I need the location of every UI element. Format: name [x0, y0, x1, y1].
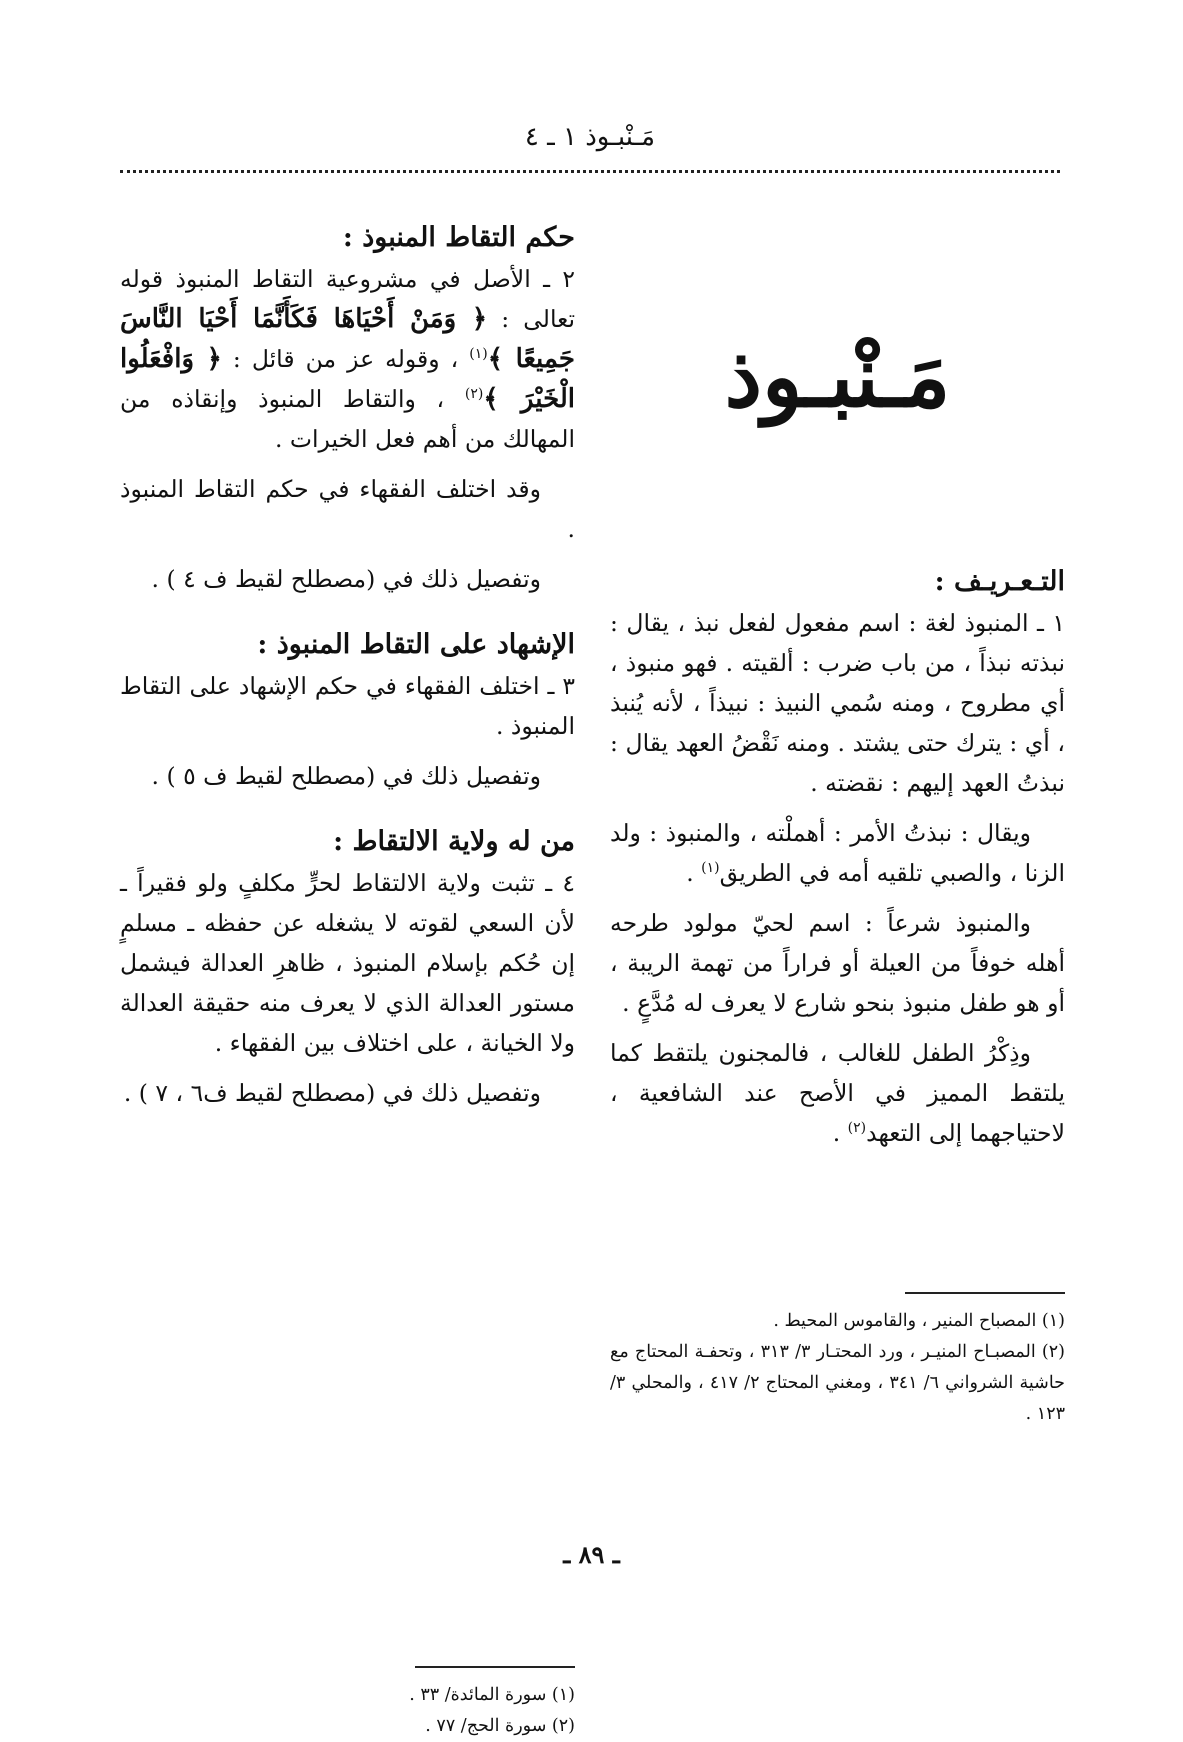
definition-paragraph-4-end: . — [832, 1119, 848, 1147]
definition-paragraph-2-text: ويقال : نبذتُ الأمر : أهملْته ، والمنبوذ : ولد الزنا ، والصبي تلقيه أمه في الطريق — [610, 819, 1065, 887]
definition-paragraph-2-end: . — [686, 859, 702, 887]
section-2-paragraph-1 — [120, 259, 575, 459]
section-4-paragraph-1: ٤ ـ تثبت ولاية الالتقاط لحرٍّ مكلفٍ ولو فقيراً ـ لأن السعي لقوته لا يشغله عن حفظه ـ مسلمٍ إن حُكم بإسلام المنبوذ ، ظاهرِ العدالة فيشمل مستور العدالة الذي لا يعرف منه حقيقة العدالة ولا الخيانة ، على اختلاف بين الفقهاء . — [120, 869, 575, 1057]
quran-verse-1: ﴿ وَمَنْ أَحْيَاهَا فَكَأَنَّمَا أَحْيَا النَّاسَ جَمِيعًا ﴾ — [120, 304, 575, 374]
footnote-ref-1: (١) — [469, 346, 488, 363]
entry-title: مَـنْبـوذ — [724, 327, 951, 426]
section-2-text-b: ، وقوله عز من قائل : — [221, 345, 470, 373]
section-2-text-c: ، والتقاط المنبوذ وإنقاذه من المهالك من أهم فعل الخيرات . — [120, 385, 575, 453]
page-number: ـ ٨٩ ـ — [563, 1540, 620, 1569]
section-2-paragraph-3: وتفصيل ذلك في (مصطلح لقيط ف ٤ ) . — [151, 565, 541, 593]
footnote: (٢) سورة الحج/ ٧٧ . — [425, 1716, 575, 1736]
definition-paragraph-2 — [610, 813, 1065, 893]
section-4-heading: من له ولاية الالتقاط : — [333, 826, 575, 857]
section-3-paragraph-2: وتفصيل ذلك في (مصطلح لقيط ف ٥ ) . — [151, 762, 541, 790]
footnote: (١) سورة المائدة/ ٣٣ . — [409, 1685, 575, 1705]
footnote: (٢) المصبـاح المنيـر ، ورد المحتـار ٣/ ٣١٣ ، وتحفـة المحتاج مع حاشية الشرواني ٦/ ٣٤١ ، ومغني المحتاج ٢/ ٤١٧ ، والمحلي ٣/ ١٢٣ . — [610, 1342, 1065, 1424]
footnote-ref-1: (١) — [701, 860, 720, 877]
right-footnotes — [610, 1270, 1065, 1430]
section-2-heading: حكم التقاط المنبوذ : — [342, 222, 575, 253]
footnote-ref-2: (٢) — [847, 1120, 867, 1137]
left-footnotes — [120, 1644, 575, 1742]
definition-paragraph-4 — [610, 1033, 1065, 1153]
definition-heading: التـعـريـف : — [934, 566, 1065, 597]
footnote: (١) المصباح المنير ، والقاموس المحيط . — [773, 1311, 1065, 1331]
definition-paragraph-4-text: وذِكْرُ الطفل للغالب ، فالمجنون يلتقط كما يلتقط المميز في الأصح عند الشافعية ، لاحتياجهما إلى التعهد — [610, 1039, 1065, 1147]
footnote-divider — [415, 1666, 575, 1668]
section-3-paragraph-1: ٣ ـ اختلف الفقهاء في حكم الإشهاد على التقاط المنبوذ . — [120, 672, 575, 740]
section-2-paragraph-2: وقد اختلف الفقهاء في حكم التقاط المنبوذ . — [120, 475, 575, 543]
definition-paragraph-3: والمنبوذ شرعاً : اسم لحيّ مولود طرحه أهله خوفاً من العيلة أو فراراً من تهمة الريبة ، أو هو طفل منبوذ بنحو شارع لا يعرف له مُدَّعٍ . — [610, 909, 1065, 1017]
section-4-paragraph-2: وتفصيل ذلك في (مصطلح لقيط ف٦ ، ٧ ) . — [123, 1079, 541, 1107]
section-2-text-a: ٢ ـ الأصل في مشروعية التقاط المنبوذ قوله تعالى : — [120, 265, 575, 333]
definition-paragraph-1: ١ ـ المنبوذ لغة : اسم مفعول لفعل نبذ ، يقال : نبذته نبذاً ، من باب ضرب : ألقيته . فهو منبوذ ، أي مطروح ، ومنه سُمي النبيذ : نبيذاً ، لأنه يُنبذ ، أي : يترك حتى يشتد . ومنه نَقْضُ العهد يقال : نبذتُ العهد إليهم : نقضته . — [610, 609, 1065, 797]
running-header: مَـنْبـوذ ١ ـ ٤ — [524, 122, 656, 152]
section-3-heading: الإشهاد على التقاط المنبوذ : — [257, 629, 575, 660]
quran-verse-2: ﴿ وَافْعَلُوا الْخَيْرَ ﴾ — [120, 344, 575, 414]
header-divider — [120, 170, 1060, 173]
right-column — [610, 215, 1065, 1424]
left-column — [120, 222, 575, 1736]
footnote-ref-2: (٢) — [464, 386, 484, 403]
footnote-divider — [905, 1292, 1065, 1294]
